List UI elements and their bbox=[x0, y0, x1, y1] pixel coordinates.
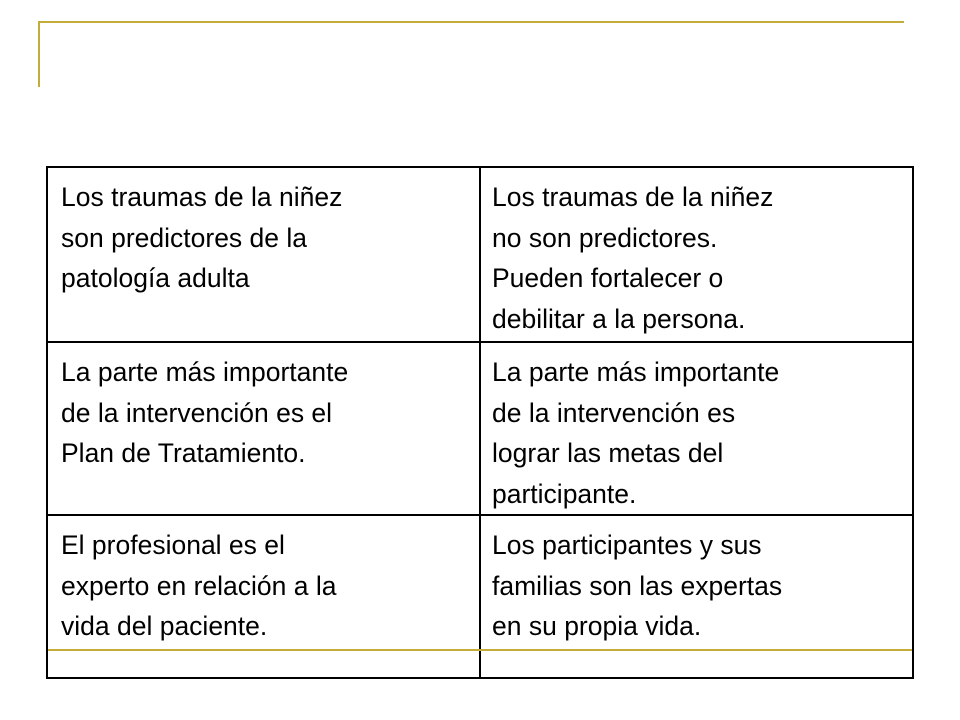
table-cell-left: El profesional es el experto en relación a la vida del paciente. bbox=[61, 530, 337, 641]
table-cell-left: La parte más importante de la intervención es el Plan de Tratamiento. bbox=[61, 357, 349, 468]
comparison-table bbox=[46, 166, 914, 679]
decorative-left-rule bbox=[38, 21, 40, 87]
table-cell-left: Los traumas de la niñez son predictores de la patología adulta bbox=[61, 182, 343, 293]
table-cell-right: Los participantes y sus familias son las expertas en su propia vida. bbox=[492, 530, 783, 641]
table-cell-right: Los traumas de la niñez no son predictores. Pueden fortalecer o debilitar a la persona. bbox=[492, 182, 774, 334]
row-divider-accent bbox=[48, 649, 912, 651]
table-cell-right: La parte más importante de la intervención es lograr las metas del participante. bbox=[492, 357, 780, 509]
decorative-top-rule bbox=[38, 21, 904, 23]
